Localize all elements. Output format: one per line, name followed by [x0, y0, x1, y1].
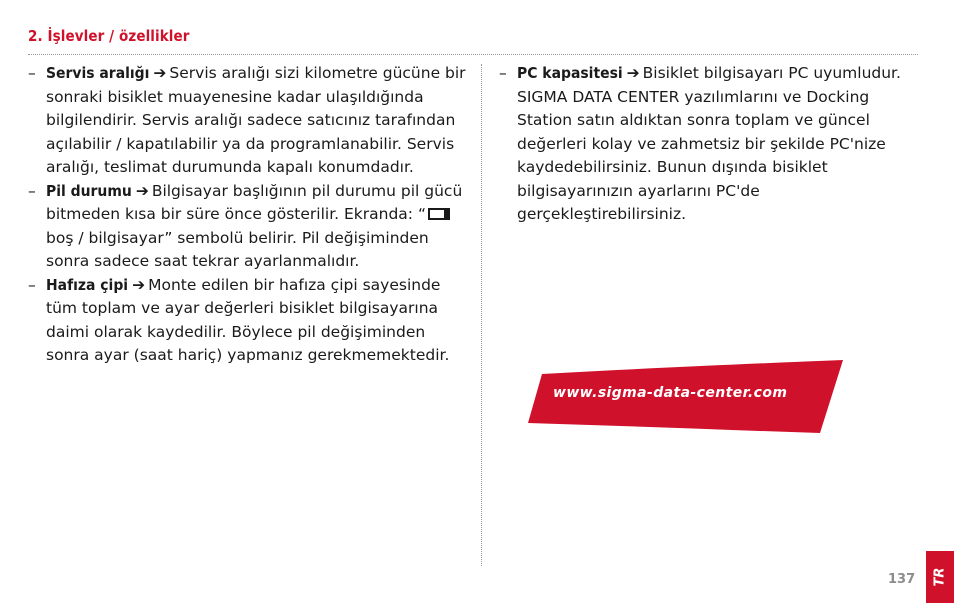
url-banner[interactable]: [528, 360, 844, 433]
arrow-right-icon: ➔: [626, 64, 640, 82]
bullet-dash: –: [499, 64, 507, 82]
section-title: 2. İşlevler / özellikler: [28, 27, 190, 45]
language-tab: [926, 551, 954, 603]
feature-description-cont: boş / bilgisayar” sembolü belirir. Pil değişiminden sonra sadece saat tekrar ayarlanmalıdır.: [46, 228, 429, 270]
feature-description: Bisiklet bilgisayarı PC uyumludur. SIGMA DATA CENTER yazılımlarını ve Docking Station satın aldıktan sonra toplam ve güncel değerleri kolay ve zahmetsiz bir şekilde PC'nize kaydedebilirsiniz. Bunun dışında bisiklet bilgisayarınızın ayarlarını PC'de gerçekleştirebilirsiniz.: [517, 64, 901, 223]
feature-item-battery-status: [28, 180, 468, 274]
left-column: [28, 62, 468, 368]
language-code: TR: [932, 567, 948, 587]
feature-item-service-interval: [28, 62, 468, 180]
feature-item-memory-chip: [28, 274, 468, 368]
column-divider: [481, 64, 482, 566]
battery-empty-icon: [428, 208, 450, 220]
banner-url-link[interactable]: www.sigma-data-center.com: [553, 385, 788, 401]
feature-term: Pil durumu: [46, 181, 132, 200]
arrow-right-icon: ➔: [153, 64, 167, 82]
feature-term: Hafıza çipi: [46, 275, 129, 294]
feature-description: Monte edilen bir hafıza çipi sayesinde tüm toplam ve ayar değerleri bisiklet bilgisayarına daimi olarak kaydedilir. Böylece pil değişiminden sonra ayar (saat hariç) yapmanız gerekmemektedir.: [46, 275, 450, 364]
top-divider: [28, 54, 918, 55]
feature-description: Bilgisayar başlığının pil durumu pil gücü bitmeden kısa bir süre önce gösterilir. Ekranda: “: [46, 181, 463, 223]
arrow-right-icon: ➔: [135, 181, 149, 200]
feature-term: Servis aralığı: [46, 64, 150, 82]
bullet-dash: –: [28, 275, 36, 294]
feature-description: Servis aralığı sizi kilometre gücüne bir sonraki bisiklet muayenesine kadar ulaşıldığında bilgilendirir. Servis aralığı sadece satıcınız tarafından açılabilir / kapatılabilir ya da programlanabilir. Servis aralığı, teslimat durumunda kapalı konumdadır.: [46, 64, 466, 176]
right-column: [499, 62, 909, 227]
bullet-dash: –: [28, 181, 36, 200]
bullet-dash: –: [28, 64, 36, 82]
arrow-right-icon: ➔: [132, 275, 146, 294]
feature-item-pc-capability: [499, 62, 909, 227]
page-number: 137: [888, 572, 916, 587]
feature-term: PC kapasitesi: [517, 64, 623, 82]
